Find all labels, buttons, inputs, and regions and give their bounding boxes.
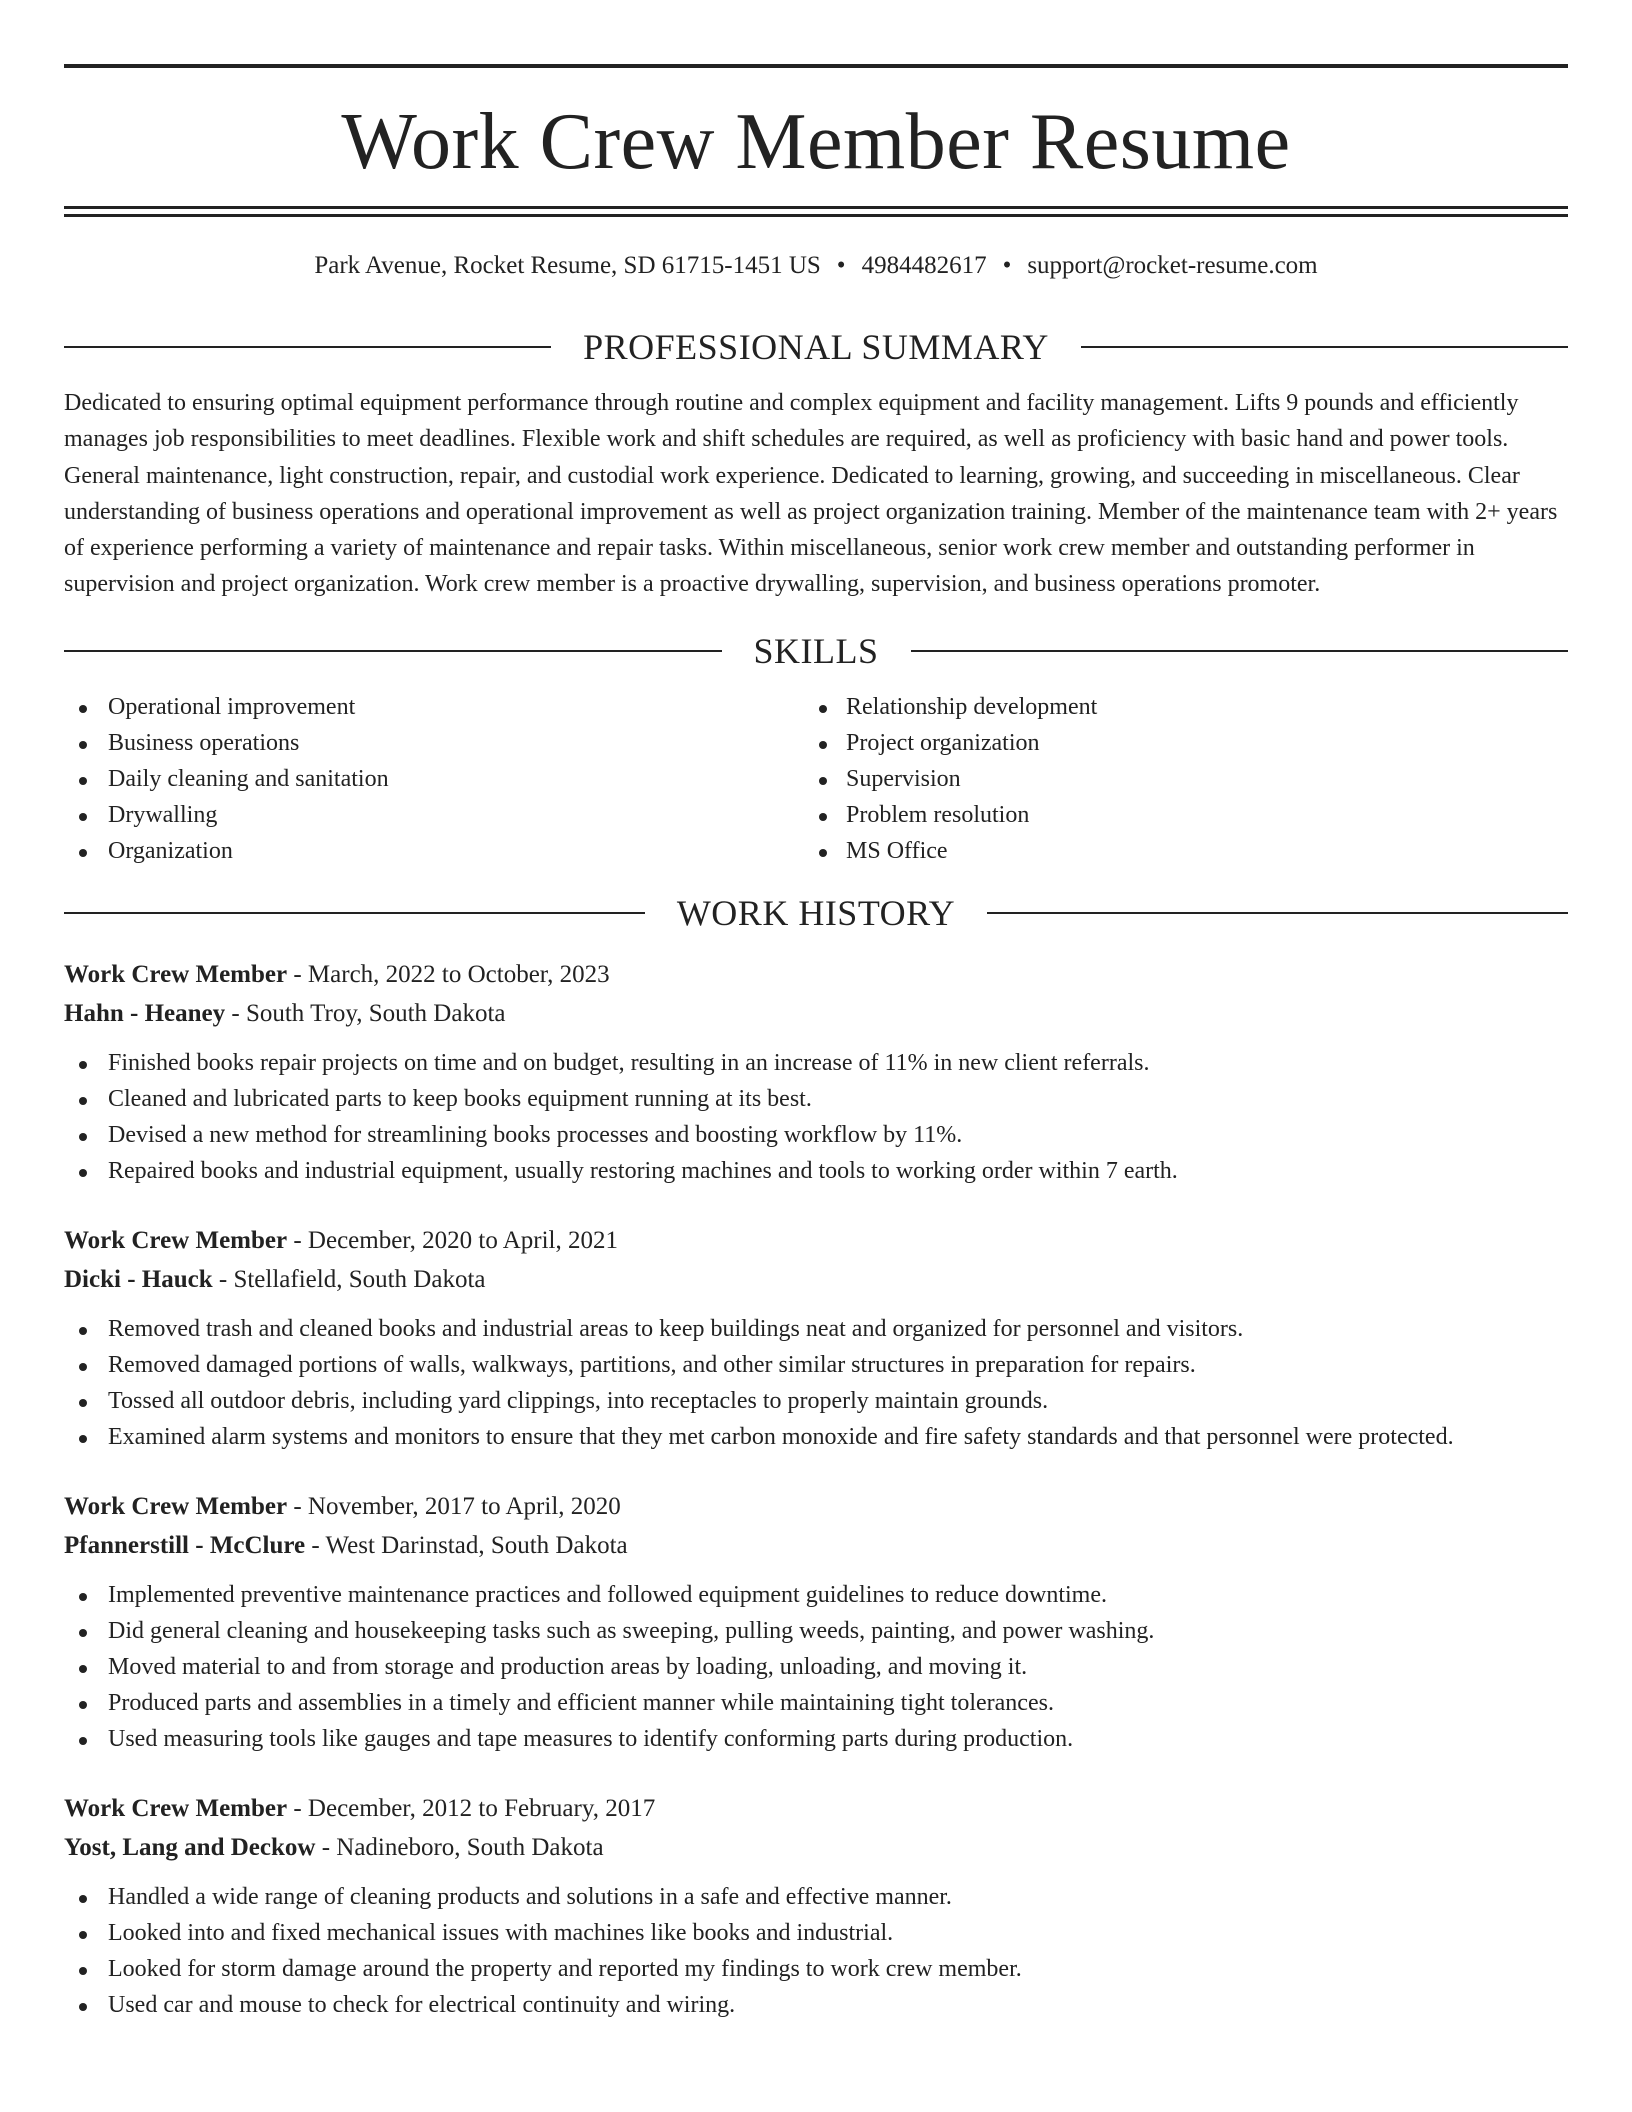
work-history-section-header xyxy=(64,893,1568,933)
job-location: - South Troy, South Dakota xyxy=(225,999,506,1027)
job-dates: - December, 2020 to April, 2021 xyxy=(287,1226,618,1254)
contact-phone: 4984482617 xyxy=(861,252,987,279)
job-entry xyxy=(64,1221,1568,1455)
job-duties xyxy=(64,1311,1568,1455)
job-duties xyxy=(64,1577,1568,1757)
job-entry xyxy=(64,1789,1568,2023)
section-rule-left xyxy=(64,346,551,348)
job-duty: Tossed all outdoor debris, including yard clippings, into receptacles to properly maintain grounds. xyxy=(64,1383,1568,1419)
job-title: Work Crew Member xyxy=(64,960,288,988)
job-duty: Cleaned and lubricated parts to keep books equipment running at its best. xyxy=(64,1081,1568,1117)
job-title-line xyxy=(64,955,1568,994)
skill-item: Supervision xyxy=(816,761,1568,797)
job-duty: Moved material to and from storage and production areas by loading, unloading, and moving it. xyxy=(64,1649,1568,1685)
job-dates: - December, 2012 to February, 2017 xyxy=(287,1794,656,1822)
job-duty: Repaired books and industrial equipment, usually restoring machines and tools to working order within 7 earth. xyxy=(64,1153,1568,1189)
job-duty: Did general cleaning and housekeeping tasks such as sweeping, pulling weeds, painting, and power washing. xyxy=(64,1613,1568,1649)
job-duties xyxy=(64,1879,1568,2023)
skills-heading: SKILLS xyxy=(753,630,879,671)
page-title: Work Crew Member Resume xyxy=(341,98,1291,186)
job-entry xyxy=(64,955,1568,1189)
title-double-rule xyxy=(64,206,1568,217)
skill-item: Organization xyxy=(64,833,816,869)
job-title: Work Crew Member xyxy=(64,1794,288,1822)
job-company-line xyxy=(64,994,1568,1033)
skill-item: Project organization xyxy=(816,725,1568,761)
skills-section-header xyxy=(64,631,1568,671)
job-dates: - November, 2017 to April, 2020 xyxy=(287,1492,621,1520)
section-rule-right xyxy=(1081,346,1568,348)
job-location: - Nadineboro, South Dakota xyxy=(315,1833,604,1861)
job-duty: Implemented preventive maintenance practices and followed equipment guidelines to reduce downtime. xyxy=(64,1577,1568,1613)
work-history-heading: WORK HISTORY xyxy=(676,892,956,933)
job-company-line xyxy=(64,1526,1568,1565)
skill-item: Drywalling xyxy=(64,797,816,833)
job-duty: Examined alarm systems and monitors to ensure that they met carbon monoxide and fire safety standards and that personnel were protected. xyxy=(64,1419,1568,1455)
job-duty: Produced parts and assemblies in a timely and efficient manner while maintaining tight tolerances. xyxy=(64,1685,1568,1721)
skills-list xyxy=(64,689,1568,869)
job-duty: Handled a wide range of cleaning products and solutions in a safe and effective manner. xyxy=(64,1879,1568,1915)
job-title-line xyxy=(64,1221,1568,1260)
skills-column-left xyxy=(64,689,816,869)
section-rule-left xyxy=(64,650,722,652)
skill-item: Business operations xyxy=(64,725,816,761)
job-duty: Used measuring tools like gauges and tape measures to identify conforming parts during production. xyxy=(64,1721,1568,1757)
job-duty: Devised a new method for streamlining books processes and boosting workflow by 11%. xyxy=(64,1117,1568,1153)
job-company: Yost, Lang and Deckow xyxy=(64,1833,316,1861)
job-duty: Removed trash and cleaned books and industrial areas to keep buildings neat and organized for personnel and visitors. xyxy=(64,1311,1568,1347)
job-company-line xyxy=(64,1260,1568,1299)
job-duty: Looked into and fixed mechanical issues with machines like books and industrial. xyxy=(64,1915,1568,1951)
job-title-line xyxy=(64,1789,1568,1828)
job-title: Work Crew Member xyxy=(64,1492,288,1520)
skill-item: MS Office xyxy=(816,833,1568,869)
job-duty: Finished books repair projects on time and on budget, resulting in an increase of 11% in new client referrals. xyxy=(64,1045,1568,1081)
skill-item: Operational improvement xyxy=(64,689,816,725)
job-duties xyxy=(64,1045,1568,1189)
skill-item: Relationship development xyxy=(816,689,1568,725)
job-title: Work Crew Member xyxy=(64,1226,288,1254)
job-location: - Stellafield, South Dakota xyxy=(212,1265,486,1293)
job-duty: Removed damaged portions of walls, walkways, partitions, and other similar structures in preparation for repairs. xyxy=(64,1347,1568,1383)
summary-heading: PROFESSIONAL SUMMARY xyxy=(583,327,1049,367)
summary-text: Dedicated to ensuring optimal equipment performance through routine and complex equipment and facility management. Lifts 9 pounds and efficiently manages job responsibilities to meet deadlines. Flexible work and shift schedules are required, as well as proficiency with basic hand and power tools. General maintenance, light construction, repair, and custodial work experience. Dedicated to learning, growing, and succeeding in miscellaneous. Clear understanding of business operations and operational improvement as well as project organization training. Member of the maintenance team with 2+ years of experience performing a variety of maintenance and repair tasks. Within miscellaneous, senior work crew member and outstanding performer in supervision and project organization. Work crew member is a proactive drywalling, supervision, and business operations promoter. xyxy=(64,390,1558,598)
section-rule-left xyxy=(64,912,645,914)
section-rule-right xyxy=(911,650,1569,652)
job-location: - West Darinstad, South Dakota xyxy=(305,1531,628,1559)
top-rule xyxy=(64,64,1568,68)
contact-separator: • xyxy=(836,252,846,279)
job-dates: - March, 2022 to October, 2023 xyxy=(287,960,610,988)
contact-address: Park Avenue, Rocket Resume, SD 61715-1451 US xyxy=(314,252,821,279)
skill-item: Daily cleaning and sanitation xyxy=(64,761,816,797)
job-duty: Looked for storm damage around the property and reported my findings to work crew member. xyxy=(64,1951,1568,1987)
job-entry xyxy=(64,1487,1568,1757)
resume-page xyxy=(64,64,1568,2023)
job-company: Pfannerstill - McClure xyxy=(64,1531,306,1559)
contact-separator: • xyxy=(1002,252,1012,279)
job-company: Dicki - Hauck xyxy=(64,1265,213,1293)
contact-email: support@rocket-resume.com xyxy=(1027,252,1318,279)
contact-line xyxy=(64,251,1568,281)
skills-column-right xyxy=(816,689,1568,869)
job-duty: Used car and mouse to check for electrical continuity and wiring. xyxy=(64,1987,1568,2023)
summary-section-header xyxy=(64,327,1568,367)
job-title-line xyxy=(64,1487,1568,1526)
skill-item: Problem resolution xyxy=(816,797,1568,833)
section-rule-right xyxy=(987,912,1568,914)
job-company: Hahn - Heaney xyxy=(64,999,226,1027)
job-company-line xyxy=(64,1828,1568,1867)
